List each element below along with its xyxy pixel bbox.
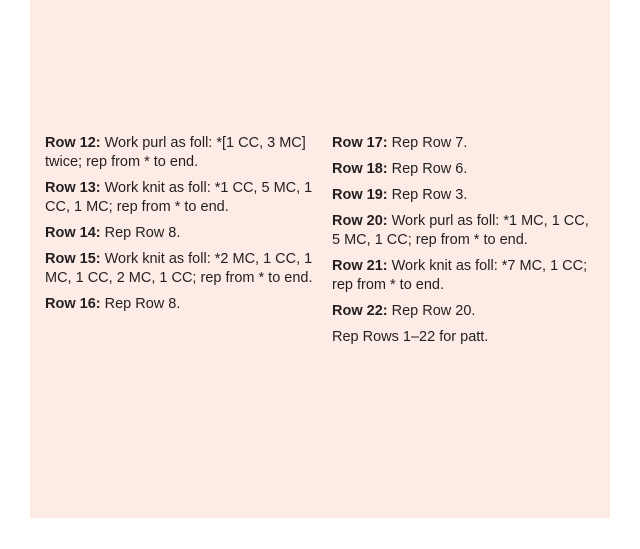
pattern-row-14 [45,224,315,243]
pattern-row-21 [332,257,600,295]
row-instruction: Rep Row 3. [391,187,468,203]
row-instruction: Work purl as foll: *[1 CC, 3 MC] twice; rep from * to end. [45,135,306,170]
row-label: Row 19: [332,187,388,203]
pattern-row-20 [332,212,600,250]
row-instruction: Work knit as foll: *7 MC, 1 CC; rep from * to end. [332,258,588,293]
row-label: Row 17: [332,135,388,151]
pattern-row-19 [332,186,600,205]
row-instruction: Rep Row 8. [104,225,181,241]
row-label: Row 13: [45,180,101,196]
row-label: Row 14: [45,225,101,241]
row-label: Row 16: [45,296,101,312]
row-instruction: Work purl as foll: *1 MC, 1 CC, 5 MC, 1 CC; rep from * to end. [332,213,589,248]
pattern-row-15 [45,250,315,288]
row-label: Row 18: [332,161,388,177]
repeat-note: Rep Rows 1–22 for patt. [332,329,489,345]
row-label: Row 21: [332,258,388,274]
pattern-row-22 [332,302,600,321]
row-label: Row 22: [332,303,388,319]
row-label: Row 15: [45,251,101,267]
pattern-row-12 [45,134,315,172]
left-column [45,134,315,321]
row-instruction: Work knit as foll: *1 CC, 5 MC, 1 CC, 1 MC; rep from * to end. [45,180,313,215]
row-instruction: Rep Row 6. [391,161,468,177]
row-instruction: Rep Row 8. [104,296,181,312]
row-label: Row 12: [45,135,101,151]
pattern-row-18 [332,160,600,179]
row-instruction: Work knit as foll: *2 MC, 1 CC, 1 MC, 1 CC, 2 MC, 1 CC; rep from * to end. [45,251,313,286]
row-label: Row 20: [332,213,388,229]
pattern-row-13 [45,179,315,217]
right-column [332,134,600,354]
row-instruction: Rep Row 7. [391,135,468,151]
pattern-row-16 [45,295,315,314]
row-instruction: Rep Row 20. [391,303,476,319]
pattern-row-17 [332,134,600,153]
